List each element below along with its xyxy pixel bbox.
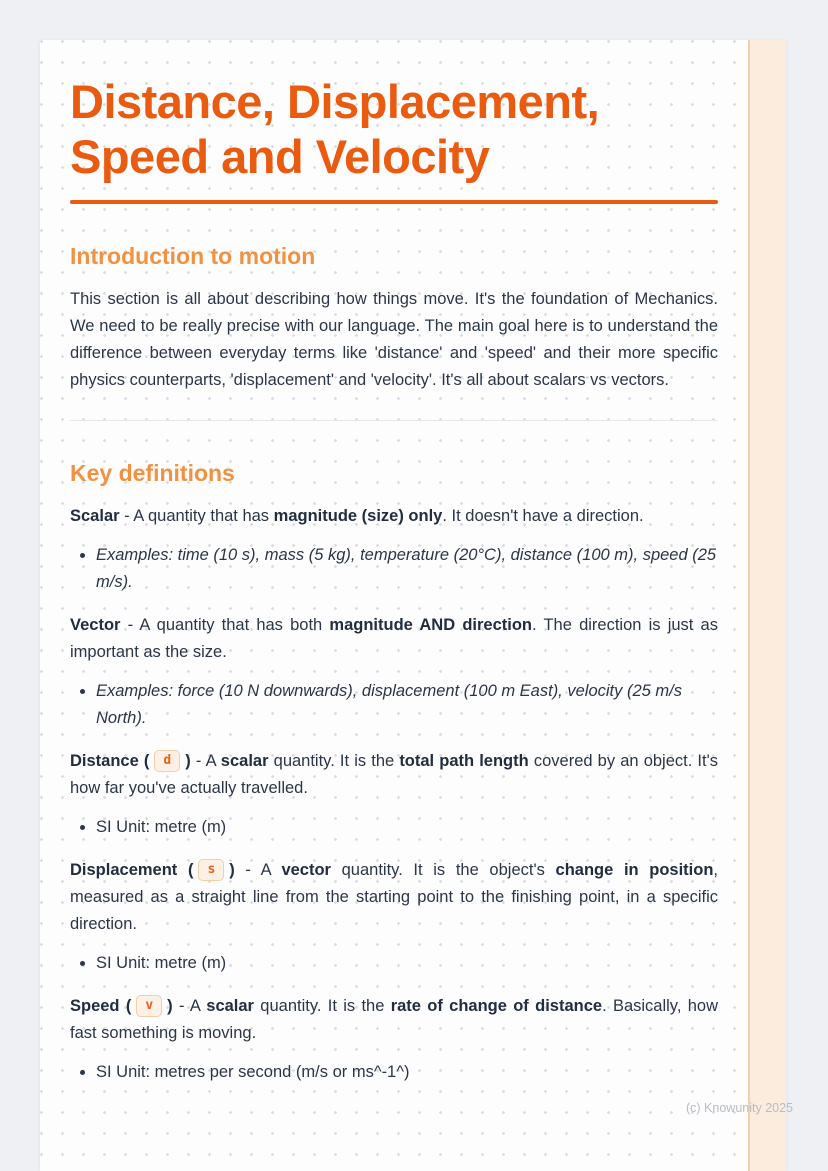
title-divider xyxy=(70,200,718,204)
displacement-unit-list xyxy=(70,950,718,977)
scalar-example-list xyxy=(70,542,718,596)
emphasis-run: magnitude AND direction xyxy=(329,616,532,634)
section-heading-key-definitions: Key definitions xyxy=(70,460,235,486)
page-margin-stripe xyxy=(748,40,786,1171)
term-displacement: Displacement ( xyxy=(70,861,194,879)
definition-distance xyxy=(70,748,718,802)
text-run: - A xyxy=(172,997,207,1015)
term-close-paren: ) xyxy=(229,861,235,879)
emphasis-run: rate of change of distance xyxy=(390,997,603,1015)
term-vector: Vector xyxy=(70,616,121,634)
section-heading-introduction: Introduction to motion xyxy=(70,243,316,269)
page-title: Distance, Displacement, Speed and Velocity xyxy=(70,75,600,183)
text-run: quantity. It is the xyxy=(268,752,400,770)
text-run: . It doesn't have a direction. xyxy=(442,507,644,525)
text-run: . The direction is just as important as the size. xyxy=(70,616,718,661)
term-speed: Speed ( xyxy=(70,997,132,1015)
text-run: . Basically, how fast something is moving. xyxy=(70,997,718,1042)
list-item: • SI Unit: metres per second (m/s or ms^-1^) xyxy=(96,1059,718,1086)
intro-paragraph: This section is all about describing how things move. It's the foundation of Mechanics. We need to be really precise with our language. The main goal here is to understand the difference between everyday terms like 'distance' and 'speed' and their more specific physics counterparts, 'displacement' and 'velocity'. It's all about scalars vs vectors. xyxy=(70,290,718,389)
speed-unit-list xyxy=(70,1059,718,1086)
copyright-notice: (c) Knowunity 2025 xyxy=(686,1101,794,1115)
document-page xyxy=(40,40,786,1171)
emphasis-run: total path length xyxy=(399,752,529,770)
text-run: quantity. It is the object's xyxy=(330,861,556,879)
symbol-chip-distance: d xyxy=(154,750,180,772)
text-run: , measured as a straight line from the starting point to the finishing point, in a specific direction. xyxy=(70,861,719,933)
text-run: - A xyxy=(234,861,282,879)
emphasis-run: scalar xyxy=(220,752,269,770)
emphasis-run: magnitude (size) only xyxy=(273,507,443,525)
list-item: • SI Unit: metre (m) xyxy=(96,814,718,841)
symbol-chip-displacement: s xyxy=(198,859,224,881)
symbol-chip-speed: v xyxy=(136,995,162,1017)
definition-speed xyxy=(70,993,718,1047)
list-item: • Examples: force (10 N downwards), displacement (100 m East), velocity (25 m/s North). xyxy=(96,678,718,732)
document-content xyxy=(70,74,718,1086)
definition-vector xyxy=(70,612,718,666)
definition-scalar xyxy=(70,503,718,530)
term-close-paren: ) xyxy=(167,997,173,1015)
text-run: quantity. It is the xyxy=(253,997,391,1015)
text-run: - A quantity that has xyxy=(119,507,274,525)
term-close-paren: ) xyxy=(185,752,191,770)
emphasis-run: scalar xyxy=(206,997,254,1015)
text-run: - A quantity that has both xyxy=(120,616,330,634)
distance-unit-list xyxy=(70,814,718,841)
list-item: • SI Unit: metre (m) xyxy=(96,950,718,977)
text-run: covered by an object. It's how far you've actually travelled. xyxy=(70,752,719,797)
term-distance: Distance ( xyxy=(70,752,150,770)
emphasis-run: change in position xyxy=(555,861,714,879)
text-run: - A xyxy=(190,752,221,770)
term-scalar: Scalar xyxy=(70,507,120,525)
emphasis-run: vector xyxy=(281,861,331,879)
section-divider xyxy=(70,420,718,421)
vector-example-list xyxy=(70,678,718,732)
list-item: • Examples: time (10 s), mass (5 kg), temperature (20°C), distance (100 m), speed (25 m/s). xyxy=(96,542,718,596)
definition-displacement xyxy=(70,857,718,938)
